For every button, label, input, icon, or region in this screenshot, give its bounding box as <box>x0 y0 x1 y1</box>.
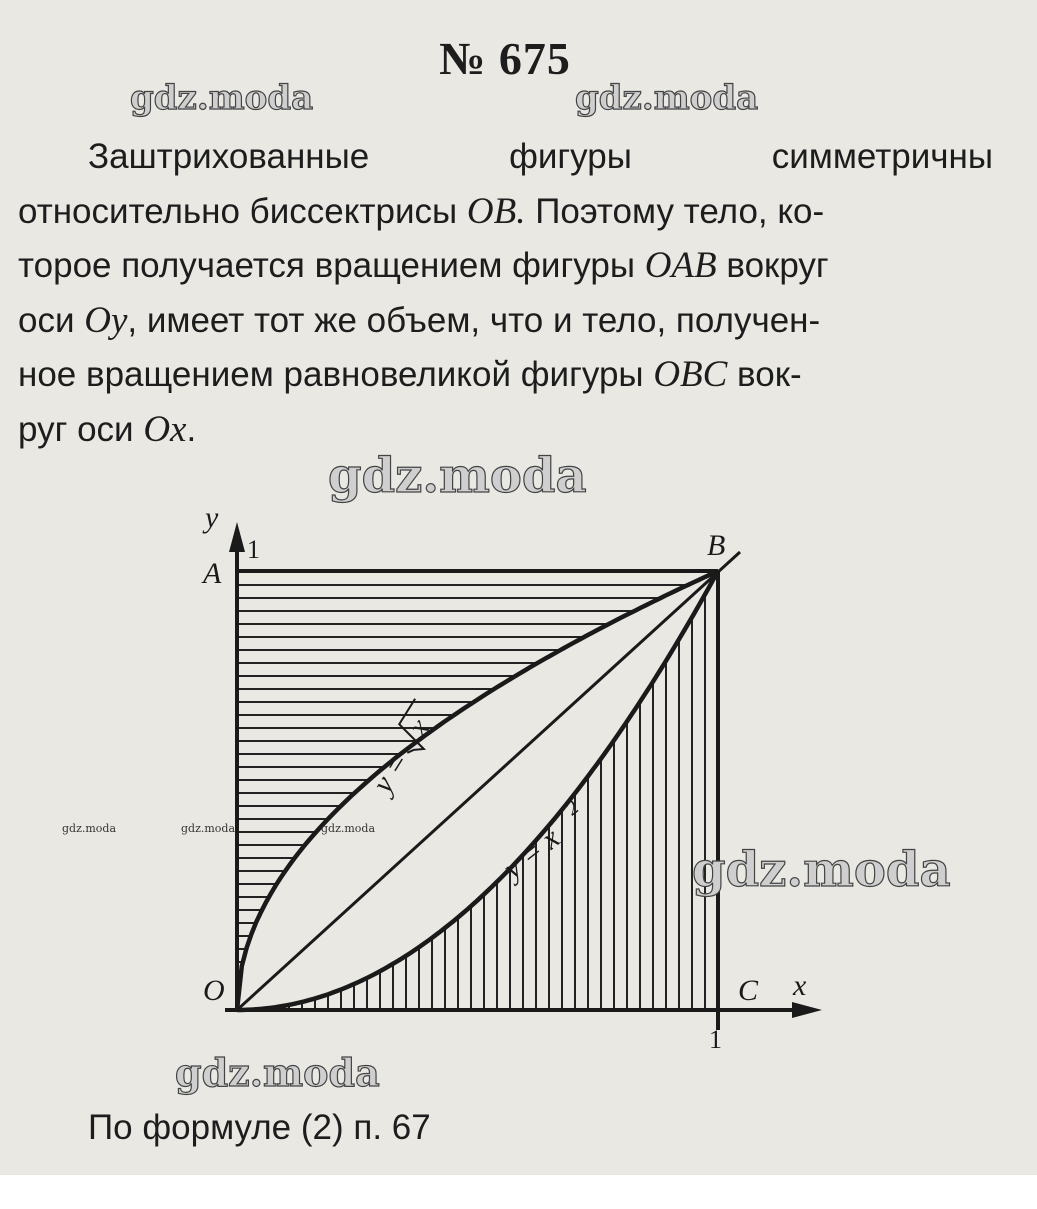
point-A-label: A <box>203 557 222 590</box>
y-axis-arrow <box>229 522 245 552</box>
watermark: gdz.moda <box>692 842 951 898</box>
point-B-label: B <box>707 529 726 562</box>
paragraph-line: относительно биссектрисы OB. Поэтому тело, ко- <box>18 190 825 232</box>
watermark: gdz.moda <box>181 822 236 835</box>
point-O-label: O <box>203 974 225 1007</box>
watermark: gdz.moda <box>575 78 759 118</box>
svg-text:x: x <box>401 713 437 742</box>
y-tick-label: 1 <box>247 535 260 564</box>
vertical-hatching <box>250 594 705 1010</box>
horizontal-hatching <box>237 585 688 1001</box>
watermark: gdz.moda <box>130 78 314 118</box>
x-tick-label: 1 <box>709 1025 722 1054</box>
x-axis-arrow <box>792 1002 822 1018</box>
watermark: gdz.moda <box>328 448 587 504</box>
svg-text:y = x: y = x <box>496 821 567 886</box>
bottom-margin <box>0 1175 1037 1209</box>
y-axis-label: y <box>205 501 219 534</box>
paragraph-line: оси Oy, имеет тот же объем, что и тело, получен- <box>18 299 821 341</box>
watermark: gdz.moda <box>62 822 117 835</box>
watermark: gdz.moda <box>321 822 376 835</box>
problem-number: № 675 <box>439 33 571 84</box>
paragraph-line: Заштрихованные фигуры симметричны <box>88 137 993 176</box>
point-C-label: C <box>738 974 759 1007</box>
watermark: gdz.moda <box>175 1050 380 1095</box>
paragraph-line: ное вращением равновеликой фигуры OBC вок- <box>18 354 802 395</box>
svg-text:y =: y = <box>365 746 416 799</box>
paragraph-line: торое получается вращением фигуры OAB вокруг <box>18 245 829 286</box>
footer-text: По формуле (2) п. 67 <box>88 1108 431 1147</box>
svg-text:2: 2 <box>561 796 584 820</box>
x-axis-label: x <box>793 969 807 1002</box>
paragraph-line: руг оси Ox. <box>18 408 197 450</box>
